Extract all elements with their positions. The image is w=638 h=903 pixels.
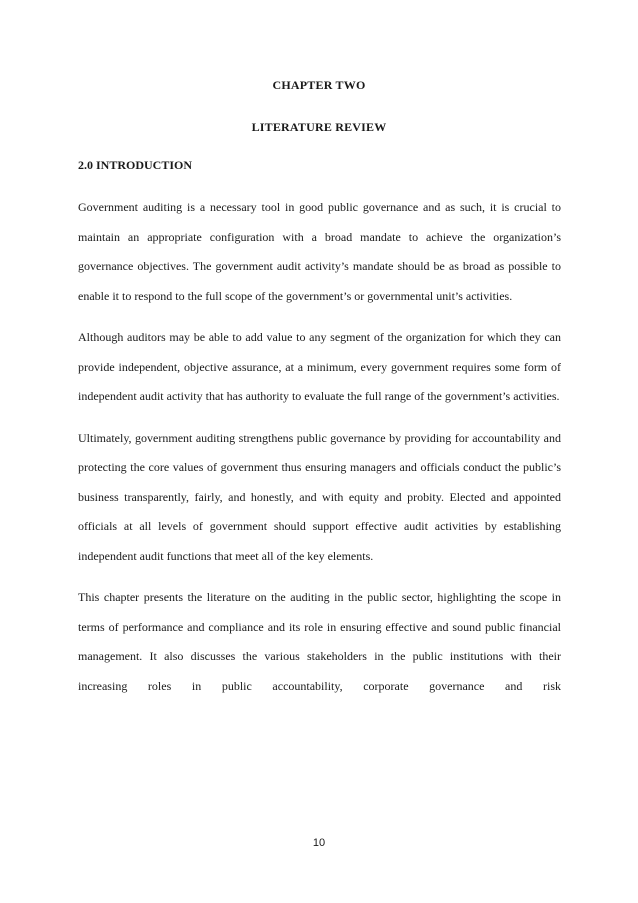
page-number: 10 [312,837,326,849]
paragraph-3: Ultimately, government auditing strengthens public governance by providing for accountability and protecting the core values of government thus ensuring managers and officials conduct the public’s business transparently, fairly, and honestly, and with equity and probity. Elected and appointed officials at all levels of government should support effective audit activities by establishing independent audit functions that meet all of the key elements. [78,430,561,563]
body-text [78,193,561,701]
section-heading: 2.0 INTRODUCTION [78,158,193,172]
paragraph-4: This chapter presents the literature on the auditing in the public sector, highlighting the scope in terms of performance and compliance and its role in ensuring effective and sound public financial management. It also discusses the various stakeholders in the public institutions with their increasing roles in public accountability, corporate governance and risk [78,590,561,693]
chapter-subtitle: LITERATURE REVIEW [251,120,387,134]
chapter-title: CHAPTER TWO [272,78,366,92]
paragraph-1: Government auditing is a necessary tool in good public governance and as such, it is crucial to maintain an appropriate configuration with a broad mandate to achieve the organization’s governance objectives. The government audit activity’s mandate should be as broad as possible to enable it to respond to the full scope of the government’s or governmental unit’s activities. [78,200,561,303]
paragraph-2: Although auditors may be able to add value to any segment of the organization for which they can provide independent, objective assurance, at a minimum, every government requires some form of independent audit activity that has authority to evaluate the full range of the government’s activities. [78,330,561,403]
